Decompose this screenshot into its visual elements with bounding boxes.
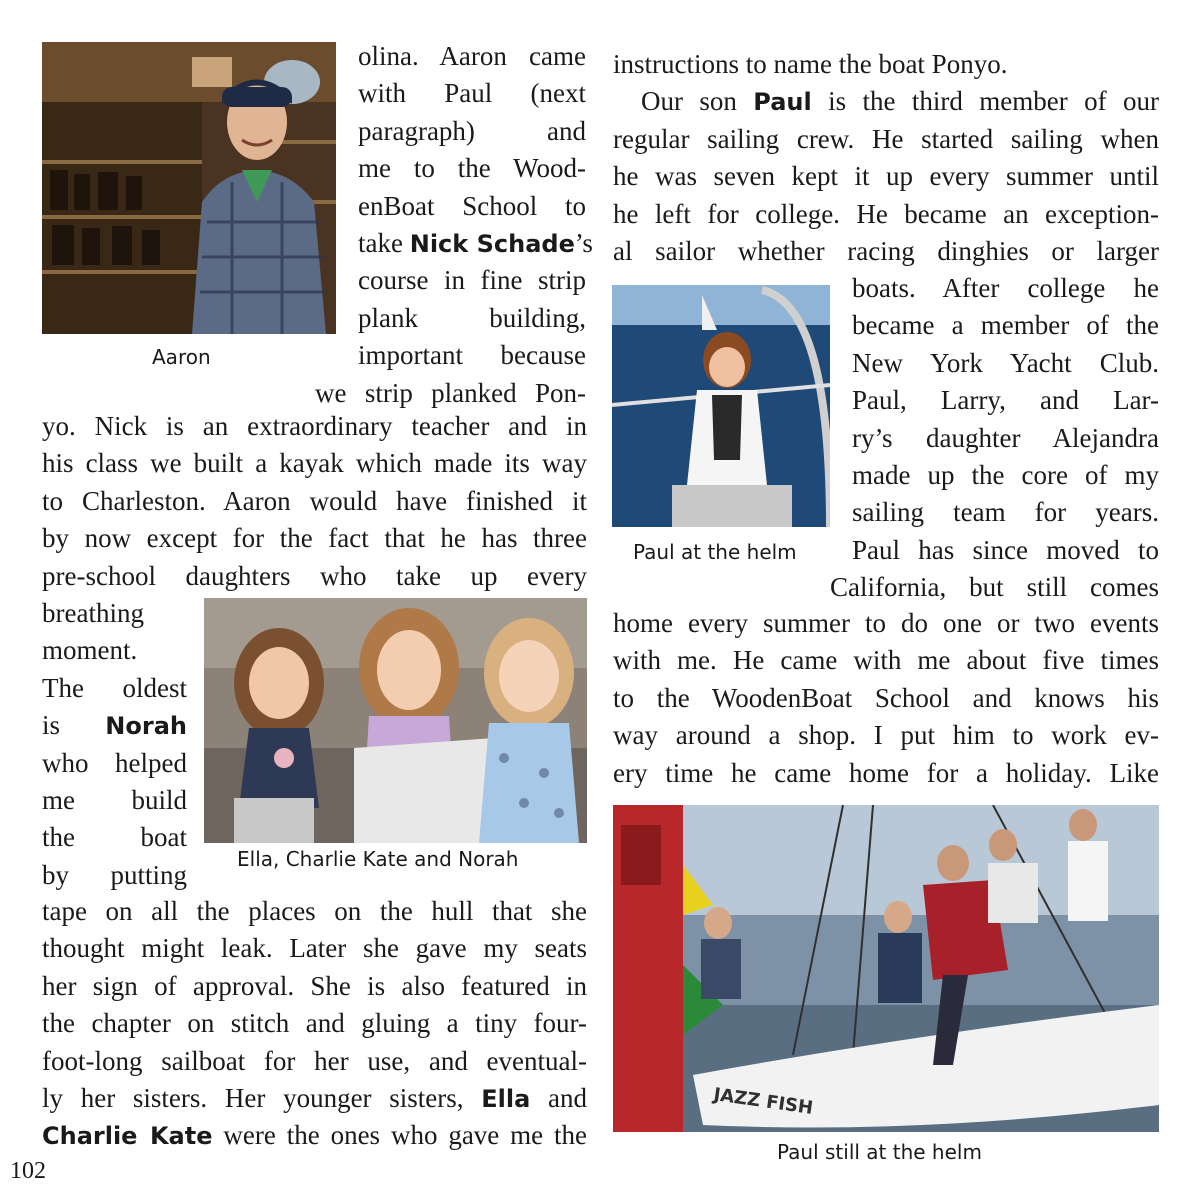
left-narrow-line: who helped — [42, 747, 187, 778]
right-narrow-line: boats. After college he — [852, 273, 1159, 303]
right-bottom-line: home every summer to do one or two events — [613, 608, 1159, 638]
left-top-line: enBoat School to — [358, 190, 586, 221]
text-run: ly her sisters. Her younger sisters, — [42, 1083, 482, 1113]
right-top-line: al sailor whether racing dinghies or larger — [613, 236, 1159, 266]
left-bottom-line: foot-long sailboat for her use, and eventual- — [42, 1045, 587, 1076]
left-top-line: important because — [358, 340, 586, 371]
text-run: take — [358, 228, 410, 258]
left-mid-line: to Charleston. Aaron would have finished it — [42, 485, 587, 516]
right-narrow-line: became a member of the — [852, 310, 1159, 341]
right-narrow-line: ry’s daughter Alejandra — [852, 422, 1159, 453]
left-narrow-line: breathing — [42, 598, 144, 628]
left-mid-line: his class we built a kayak which made its way — [42, 448, 587, 479]
text-run: and — [530, 1083, 587, 1113]
left-narrow-line: by putting — [42, 859, 187, 890]
photo-aaron — [42, 42, 336, 334]
photo-paul-still-image — [613, 805, 1159, 1132]
left-bottom-line — [42, 1080, 587, 1118]
left-mid-line: pre-school daughters who take up every — [42, 560, 587, 591]
bold-name: Paul — [753, 88, 812, 117]
text-run: is the third member of our — [811, 86, 1159, 117]
bold-name: Norah — [105, 712, 187, 741]
left-narrow-line: moment. — [42, 635, 138, 666]
photo-girls-image — [204, 598, 587, 843]
left-top-line: course in fine strip — [358, 265, 586, 296]
left-mid-line: by now except for the fact that he has three — [42, 523, 587, 554]
photo-girls — [204, 598, 587, 843]
caption-paul-helm: Paul at the helm — [633, 540, 797, 564]
left-bottom-line — [42, 1117, 587, 1155]
right-bottom-line: way around a shop. I put him to work ev- — [613, 720, 1159, 751]
left-top-line: me to the Wood- — [358, 153, 586, 184]
caption-paul-still: Paul still at the helm — [777, 1140, 982, 1164]
left-top-line: we strip planked Pon- — [315, 377, 586, 408]
photo-paul-helm — [612, 285, 830, 527]
right-narrow-line: sailing team for years. — [852, 497, 1159, 528]
text-run: were the ones who gave me the — [212, 1120, 588, 1151]
right-top-line: regular sailing crew. He started sailing when — [613, 123, 1159, 154]
bold-name: Ella — [481, 1085, 531, 1113]
photo-paul-helm-image — [612, 285, 830, 527]
left-bottom-line: her sign of approval. She is also featured in — [42, 970, 587, 1001]
right-bottom-line: ery time he came home for a holiday. Like — [613, 757, 1159, 788]
right-narrow-line: Paul, Larry, and Lar- — [852, 385, 1159, 416]
caption-aaron: Aaron — [152, 345, 211, 369]
left-mid-line: yo. Nick is an extraordinary teacher and in — [42, 411, 587, 441]
right-top-line: he was seven kept it up every summer until — [613, 161, 1159, 192]
right-bottom-line: to the WoodenBoat School and knows his — [613, 682, 1159, 713]
caption-girls: Ella, Charlie Kate and Norah — [237, 847, 519, 871]
left-narrow-line: The oldest — [42, 672, 187, 703]
left-bottom-line: thought might leak. Later she gave my seats — [42, 933, 587, 964]
right-narrow-line: Paul has since moved to — [852, 534, 1159, 565]
photo-aaron-image — [42, 42, 336, 334]
left-bottom-line: tape on all the places on the hull that she — [42, 896, 587, 926]
left-top-line: paragraph) and — [358, 115, 586, 146]
right-top-line: he left for college. He became an exception- — [613, 198, 1159, 229]
left-top-line: olina. Aaron came — [358, 41, 586, 71]
boat-name-text: JAZZ FISH — [712, 1084, 815, 1119]
right-narrow-line: New York Yacht Club. — [852, 347, 1159, 378]
right-narrow-line: California, but still comes — [830, 572, 1159, 603]
left-top-line: plank building, — [358, 302, 586, 333]
right-top-line: instructions to name the boat Ponyo. — [613, 49, 1008, 79]
bold-name: Nick Schade — [409, 230, 575, 258]
left-narrow-line: the boat — [42, 822, 187, 853]
right-bottom-line: with me. He came with me about five times — [613, 645, 1159, 676]
photo-paul-still — [613, 805, 1159, 1132]
left-top-line: with Paul (next — [358, 78, 586, 109]
page-number: 102 — [10, 1158, 46, 1184]
text-run: is — [42, 710, 106, 741]
text-run: Our son — [641, 86, 754, 117]
bold-name: Charlie Kate — [42, 1122, 213, 1151]
right-top-line — [613, 83, 1159, 121]
left-top-line — [358, 225, 593, 263]
text-run: ’s — [574, 228, 593, 258]
left-narrow-line: me build — [42, 785, 187, 815]
left-narrow-line — [42, 707, 187, 745]
left-bottom-line: the chapter on stitch and gluing a tiny four- — [42, 1008, 587, 1039]
right-narrow-line: made up the core of my — [852, 460, 1159, 490]
